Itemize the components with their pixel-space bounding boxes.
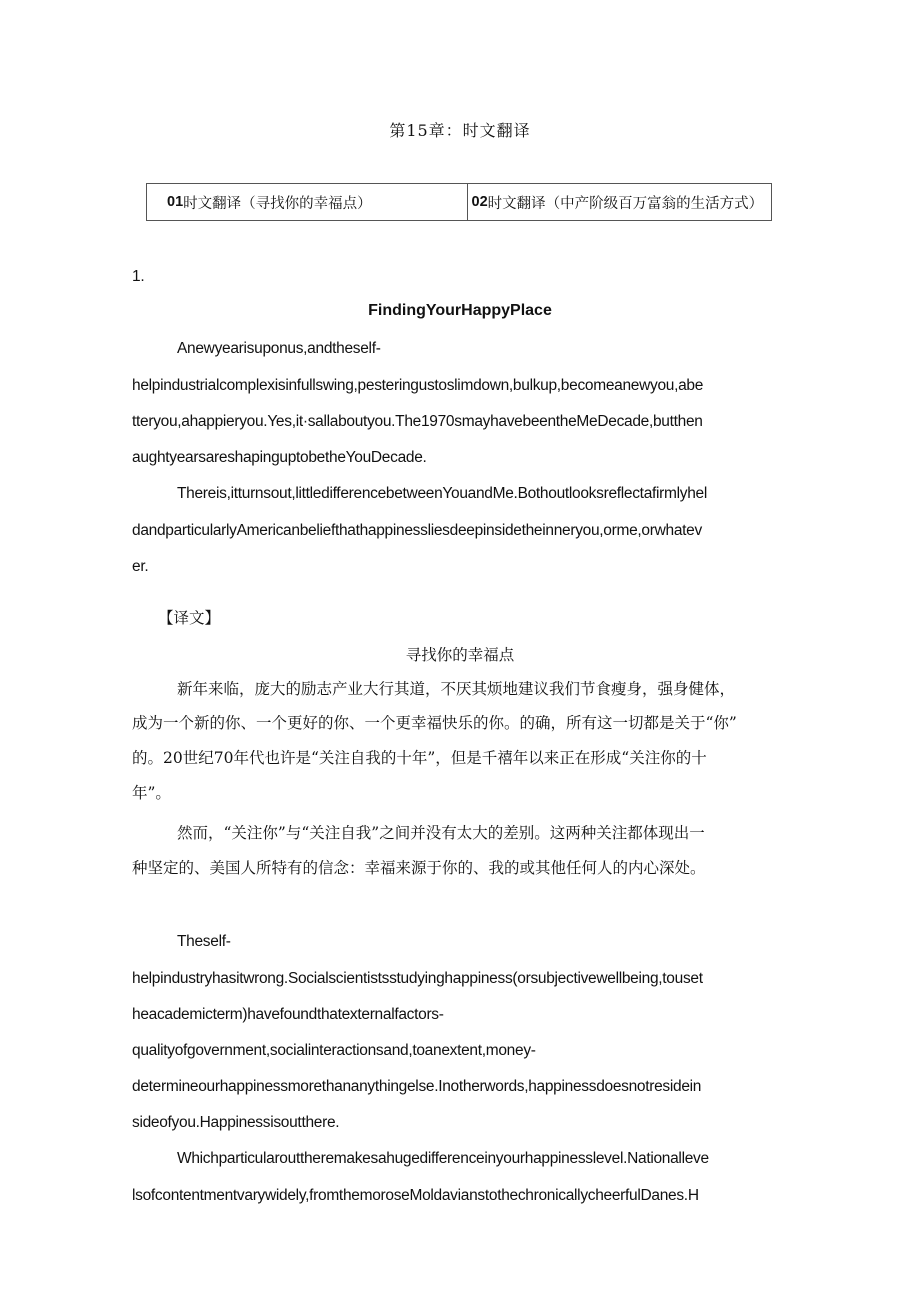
item-number: 1.	[132, 268, 145, 285]
text-line: Thereis,itturnsout,littledifferencebetweenYouandMe.Bothoutlooksreflectafirmlyhel	[177, 485, 708, 502]
text-line: aughtyearsareshapinguptobetheYouDecade.	[132, 449, 427, 466]
text-line: 然而，“关注你”与“关注自我”之间并没有太大的差别。这两种关注都体现出一	[177, 824, 705, 842]
text-line: helpindustrialcomplexisinfullswing,pesteringustoslimdown,bulkup,becomeanewyou,abe	[132, 377, 704, 394]
toc-item-number: 02	[471, 194, 488, 210]
toc-item-text: 时文翻译（寻找你的幸福点）	[183, 195, 372, 212]
text-line: Anewyearisuponus,andtheself-	[177, 340, 381, 357]
toc-item-02[interactable]	[467, 184, 772, 220]
text-line: er.	[132, 558, 149, 575]
translation-title: 寻找你的幸福点	[405, 646, 515, 664]
text-line: 年”。	[132, 784, 171, 802]
text-line: sideofyou.Happinessisoutthere.	[132, 1114, 340, 1131]
text-line: Whichparticularouttheremakesahugedifferenceinyourhappinesslevel.Nationalleve	[177, 1150, 709, 1167]
text-line: 新年来临，庞大的励志产业大行其道，不厌其烦地建议我们节食瘦身，强身健体，	[177, 680, 736, 698]
toc-item-01[interactable]	[147, 184, 467, 220]
toc-item-text: 时文翻译（中产阶级百万富翁的生活方式）	[487, 195, 764, 212]
text-line: heacademicterm)havefoundthatexternalfactors-	[132, 1006, 444, 1023]
text-line: tteryou,ahappieryou.Yes,it·sallaboutyou.The1970smayhavebeentheMeDecade,butthen	[132, 413, 703, 430]
text-line: determineourhappinessmorethananythingelse.Inotherwords,happinessdoesnotresidein	[132, 1078, 702, 1095]
chapter-title: 第15章：时文翻译	[389, 121, 531, 140]
toc-table	[146, 183, 772, 221]
text-line: dandparticularlyAmericanbeliefthathappinessliesdeepinsidetheinneryou,orme,orwhatev	[132, 522, 702, 539]
text-line: 成为一个新的你、一个更好的你、一个更幸福快乐的你。的确，所有这一切都是关于“你”	[132, 714, 737, 732]
text-line: 种坚定的、美国人所特有的信念：幸福来源于你的、我的或其他任何人的内心深处。	[132, 859, 706, 877]
article-title: FindingYourHappyPlace	[368, 302, 552, 319]
text-line: helpindustryhasitwrong.Socialscientistsstudyinghappiness(orsubjectivewellbeing,touset	[132, 970, 703, 987]
text-line: lsofcontentmentvarywidely,fromthemoroseMoldavianstothechronicallycheerfulDanes.H	[132, 1187, 699, 1204]
text-line: qualityofgovernment,socialinteractionsand,toanextent,money-	[132, 1042, 536, 1059]
translation-label: 【译文】	[158, 609, 221, 627]
text-line: Theself-	[177, 933, 231, 950]
text-line: 的。20世纪70年代也许是“关注自我的十年”，但是千禧年以来正在形成“关注你的十	[132, 749, 707, 767]
toc-item-number: 01	[167, 194, 184, 210]
